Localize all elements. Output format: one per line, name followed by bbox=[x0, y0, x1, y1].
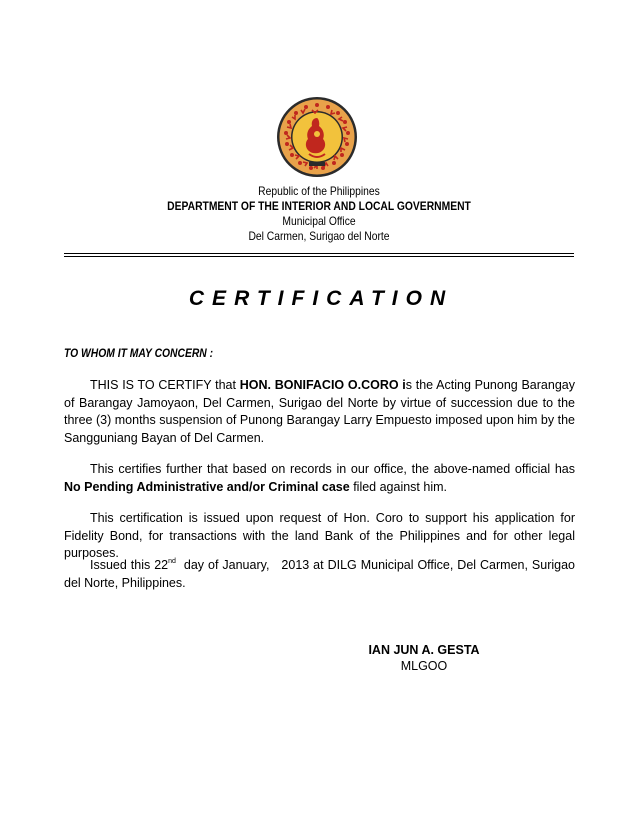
document-title: CERTIFICATION bbox=[188, 287, 454, 310]
header-divider bbox=[64, 253, 574, 254]
paragraph-text: This certification is issued upon request of Hon. Coro to support his application for Fidelity Bond, for transactions with the land Bank of the Philippines and for other legal purposes. bbox=[64, 511, 575, 561]
ordinal-suffix: nd bbox=[168, 558, 176, 565]
certification-paragraph bbox=[64, 377, 575, 447]
paragraph-text: s the Acting Punong Barangay of Barangay Jamoyaon, Del Carmen, Surigao del Norte by virtue of succession due to the three (3) months suspension of Punong Barangay Larry Empuesto imposed upon him by the Sangguniang Bayan of Del Carmen. bbox=[64, 378, 575, 445]
issuance-paragraph bbox=[64, 553, 575, 592]
no-pending-case-statement: No Pending Administrative and/or Criminal case bbox=[64, 479, 350, 494]
issued-month: day of January, bbox=[183, 558, 270, 572]
paragraph-text: filed against him. bbox=[349, 479, 447, 494]
issued-place: 2013 at DILG Municipal Office, Del Carmen, Surigao del Norte, Philippines. bbox=[64, 558, 575, 590]
department-line: DEPARTMENT OF THE INTERIOR AND LOCAL GOVERNMENT bbox=[167, 199, 471, 213]
municipal-seal-icon bbox=[276, 96, 358, 178]
signatory-title: MLGOO bbox=[400, 659, 448, 673]
paragraph-text: This certifies further that based on records in our office, the above-named official has bbox=[90, 462, 575, 476]
signatory-name: IAN JUN A. GESTA bbox=[368, 643, 480, 657]
country-line: Republic of the Philippines bbox=[258, 184, 380, 198]
location-line: Del Carmen, Surigao del Norte bbox=[248, 229, 390, 243]
office-line: Municipal Office bbox=[282, 214, 356, 228]
salutation: TO WHOM IT MAY CONCERN : bbox=[64, 346, 214, 360]
record-paragraph bbox=[64, 461, 575, 496]
issued-date-prefix: Issued this 22 bbox=[90, 558, 169, 572]
official-name: HON. BONIFACIO O.CORO i bbox=[239, 378, 406, 392]
paragraph-text: THIS IS TO CERTIFY that bbox=[90, 378, 240, 392]
header-divider-second bbox=[64, 256, 574, 257]
